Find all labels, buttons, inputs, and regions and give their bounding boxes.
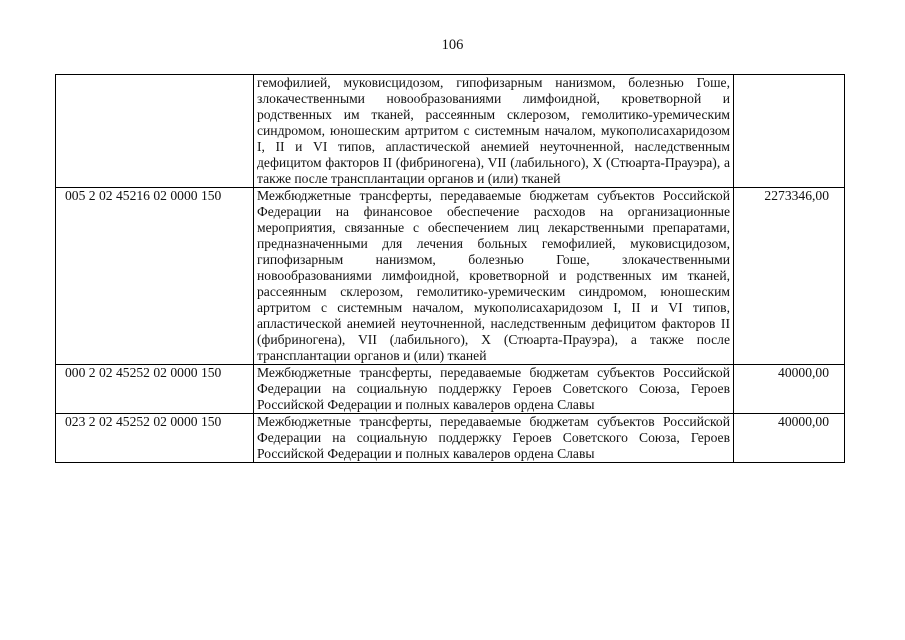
- description-cell: Межбюджетные трансферты, передаваемые бюджетам субъектов Российской Федерации на социальную поддержку Героев Советского Союза, Героев Российской Федерации и полных кавалеров ордена Славы: [254, 414, 734, 463]
- budget-code-cell: 005 2 02 45216 02 0000 150: [56, 188, 254, 365]
- amount-cell: [734, 75, 845, 188]
- amount-cell: 40000,00: [734, 365, 845, 414]
- page-number: 106: [441, 37, 464, 53]
- table-row: [56, 75, 845, 188]
- description-cell: Межбюджетные трансферты, передаваемые бюджетам субъектов Российской Федерации на социальную поддержку Героев Советского Союза, Героев Российской Федерации и полных кавалеров ордена Славы: [254, 365, 734, 414]
- table-row: [56, 414, 845, 463]
- description-cell: Межбюджетные трансферты, передаваемые бюджетам субъектов Российской Федерации на финансовое обеспечение расходов на организационные мероприятия, связанные с обеспечением лиц лекарственными препаратами, предназначенными для лечения больных гемофилией, муковисцидозом, гипофизарным нанизмом, болезнью Гоше, злокачественными новообразованиями лимфоидной, кроветворной и родственных им тканей, рассеянным склерозом, гемолитико-уремическим синдромом, юношеским артритом с системным началом, мукополисахаридозом I, II и VI типов, апластической анемией неуточненной, наследственным дефицитом факторов II (фибриногена), VII (лабильного), X (Стюарта-Прауэра), а также после трансплантации органов и (или) тканей: [254, 188, 734, 365]
- amount-cell: 2273346,00: [734, 188, 845, 365]
- budget-table: [55, 74, 845, 463]
- table-row: [56, 365, 845, 414]
- budget-code-cell: 023 2 02 45252 02 0000 150: [56, 414, 254, 463]
- budget-code-cell: [56, 75, 254, 188]
- table-row: [56, 188, 845, 365]
- description-cell: гемофилией, муковисцидозом, гипофизарным нанизмом, болезнью Гоше, злокачественными новообразованиями лимфоидной, кроветворной и родственных им тканей, рассеянным склерозом, гемолитико-уремическим синдромом, юношеским артритом с системным началом, мукополисахаридозом I, II и VI типов, апластической анемией неуточненной, наследственным дефицитом факторов II (фибриногена), VII (лабильного), X (Стюарта-Прауэра), а также после трансплантации органов и (или) тканей: [254, 75, 734, 188]
- amount-cell: 40000,00: [734, 414, 845, 463]
- budget-code-cell: 000 2 02 45252 02 0000 150: [56, 365, 254, 414]
